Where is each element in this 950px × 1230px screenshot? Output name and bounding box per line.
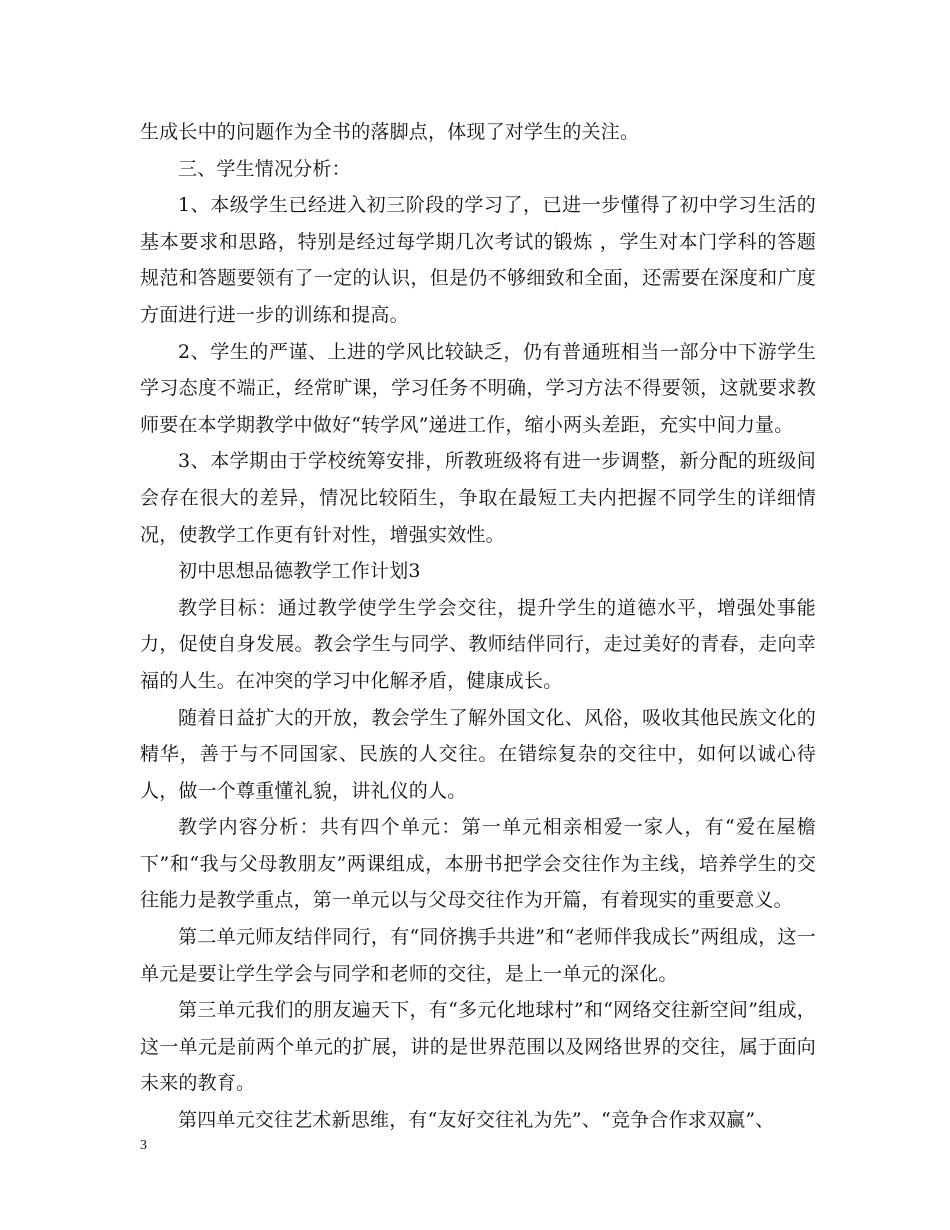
paragraph-7: 教学目标：通过教学使学生学会交往，提升学生的道德水平，增强处事能力，促使自身发展。教会学生与同学、教师结伴同行，走过美好的青春，走向幸福的人生。在冲突的学习中化解矛盾，健康成长。 [140,596,816,692]
paragraph-3: 1、本级学生已经进入初三阶段的学习了，已进一步懂得了初中学习生活的基本要求和思路，特别是经过每学期几次考试的锻炼 ，学生对本门学科的答题规范和答题要领有了一定的认识，但是仍不够细致和全面，还需要在深度和广度方面进行进一步的训练和提高。 [140,194,816,326]
paragraph-11: 第三单元我们的朋友遍天下，有“多元化地球村”和“网络交往新空间”组成，这一单元是前两个单元的扩展，讲的是世界范围以及网络世界的交往，属于面向未来的教育。 [140,999,816,1095]
paragraph-10: 第二单元师友结伴同行，有“同侪携手共进”和“老师伴我成长”两组成，这一单元是要让学生学会与同学和老师的交往，是上一单元的深化。 [140,926,816,985]
section-heading: 初中思想品德教学工作计划3 [178,560,421,583]
paragraph-2: 三、学生情况分析： [178,157,351,180]
paragraph-5: 3、本学期由于学校统筹安排，所教班级将有进一步调整，新分配的班级间会存在很大的差异，情况比较陌生，争取在最短工夫内把握不同学生的详细情况，使教学工作更有针对性，增强实效性。 [140,450,816,546]
paragraph-4: 2、学生的严谨、上进的学风比较缺乏，仍有普通班相当一部分中下游学生学习态度不端正，经常旷课，学习任务不明确，学习方法不得要领，这就要求教师要在本学期教学中做好“转学风”递进工作，缩小两头差距，充实中间力量。 [140,340,816,436]
document-body [140,114,816,1139]
page-number: 3 [140,1138,147,1153]
paragraph-9: 教学内容分析：共有四个单元：第一单元相亲相爱一家人，有“爱在屋檐下”和“我与父母教朋友”两课组成，本册书把学会交往作为主线，培养学生的交往能力是教学重点，第一单元以与父母交往作为开篇，有着现实的重要意义。 [140,816,816,912]
paragraph-12: 第四单元交往艺术新思维，有“友好交往礼为先”、“竞争合作求双赢”、 [178,1109,775,1132]
paragraph-1: 生成长中的问题作为全书的落脚点，体现了对学生的关注。 [140,121,640,143]
paragraph-8: 随着日益扩大的开放，教会学生了解外国文化、风俗，吸收其他民族文化的精华，善于与不同国家、民族的人交往。在错综复杂的交往中，如何以诚心待人，做一个尊重懂礼貌，讲礼仪的人。 [140,706,816,802]
